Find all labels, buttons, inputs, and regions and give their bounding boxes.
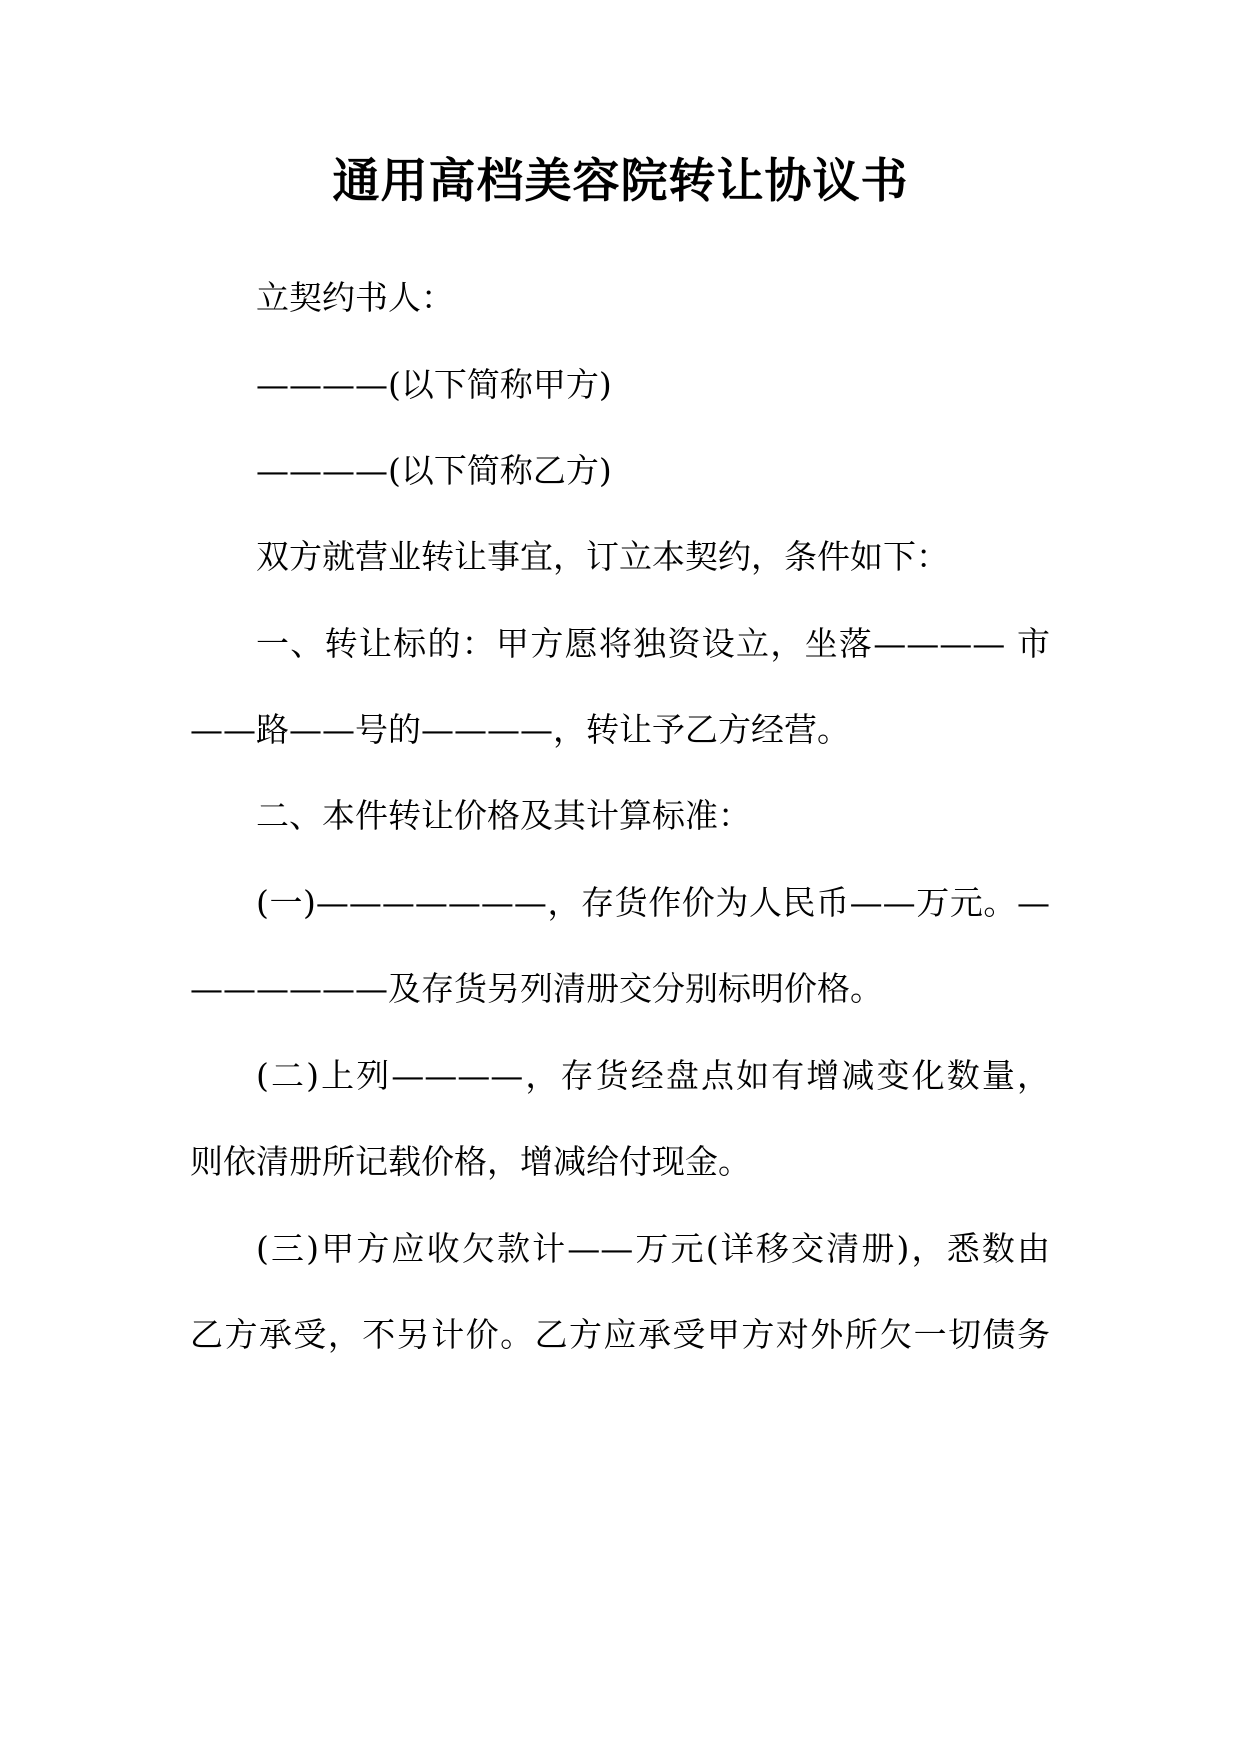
paragraph-line: 乙方承受，不另计价。乙方应承受甲方对外所欠一切债务 [190,1315,1050,1354]
paragraph-line: ————(以下简称乙方) [256,451,612,490]
paragraph-line: 二、本件转让价格及其计算标准： [256,796,751,835]
paragraph-line: (三)甲方应收欠款计——万元(详移交清册)，悉数由 [256,1229,1050,1268]
document-title: 通用高档美容院转让协议书 [332,154,909,209]
paragraph-line: 一、转让标的：甲方愿将独资设立，坐落———— 市 [256,624,1050,663]
paragraph-line: (二)上列————，存货经盘点如有增减变化数量， [256,1056,1050,1095]
paragraph-line: ——路——号的————，转让予乙方经营。 [190,710,850,749]
paragraph-line: ————(以下简称甲方) [256,365,612,404]
paragraph-line: 则依清册所记载价格，增减给付现金。 [190,1142,751,1181]
paragraph-line: ——————及存货另列清册交分别标明价格。 [190,969,883,1008]
paragraph-line: 立契约书人： [256,278,454,317]
paragraph-line: 双方就营业转让事宜，订立本契约，条件如下： [256,537,949,576]
paragraph-line: (一)———————，存货作价为人民币——万元。— [256,883,1050,922]
